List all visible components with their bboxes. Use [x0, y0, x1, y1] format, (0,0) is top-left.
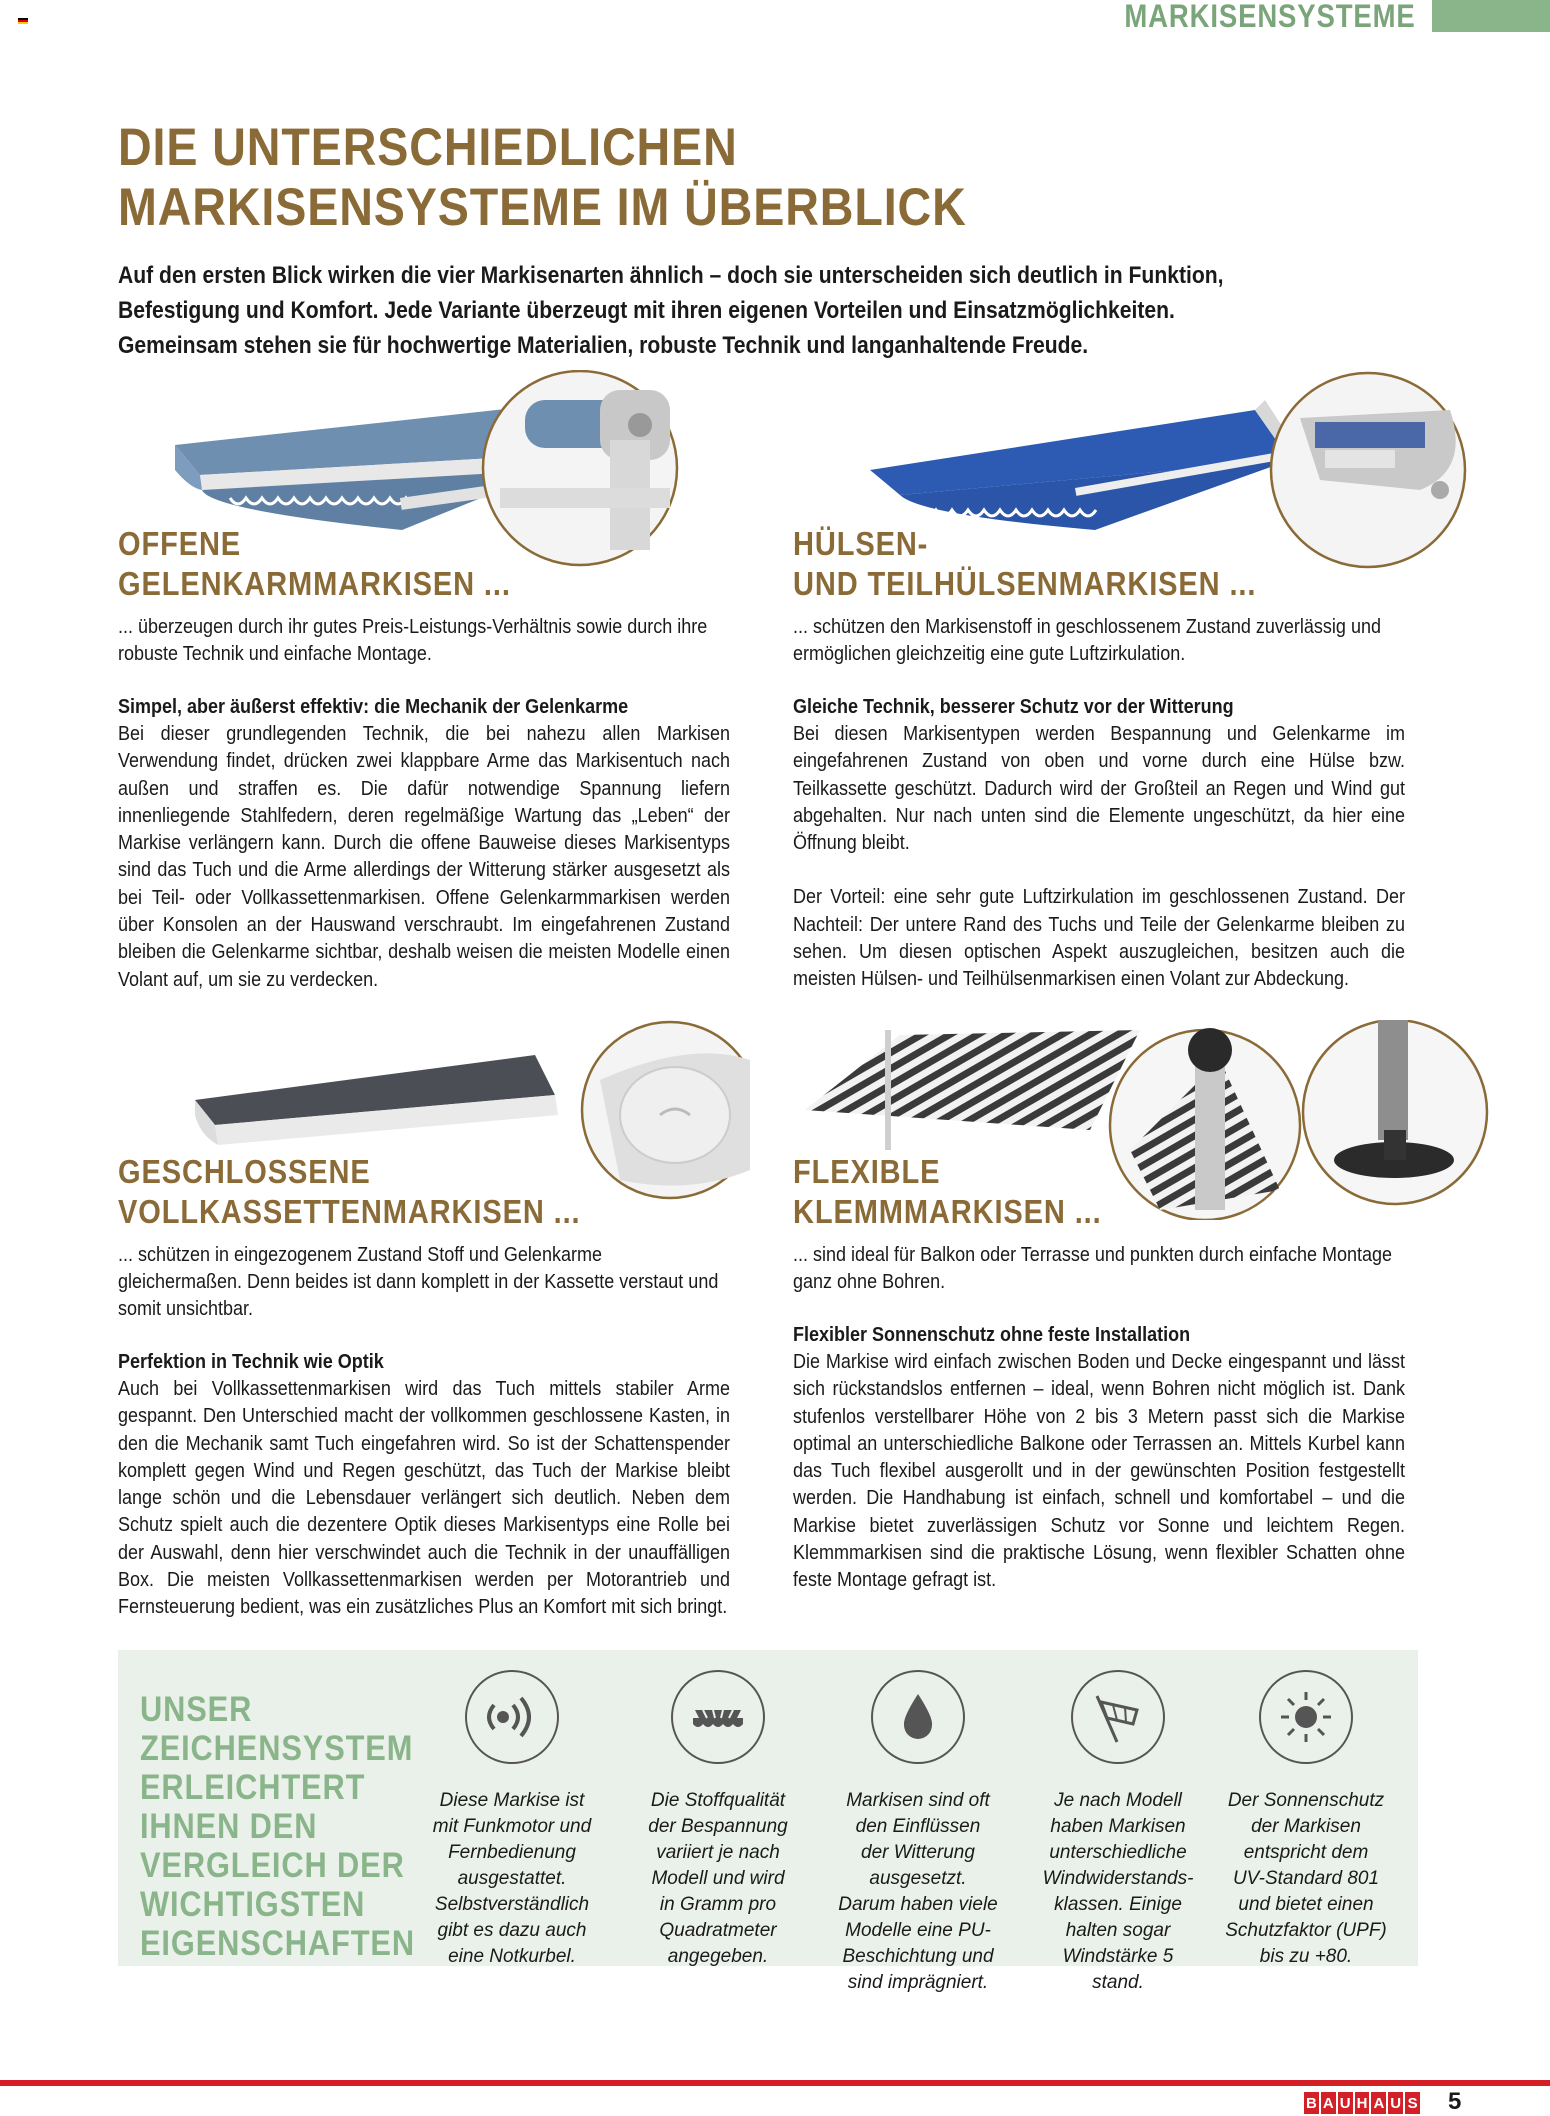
logo-letter: H: [1355, 2092, 1370, 2114]
legend-item-water: [830, 1670, 1006, 1996]
legend-heading-line: ERLEICHTERT: [140, 1768, 366, 1807]
section-subheading: Flexibler Sonnenschutz ohne feste Installation: [793, 1324, 1191, 1346]
legend-heading: [140, 1690, 415, 1963]
footer-rule: [0, 2080, 1550, 2086]
section-title-line-1: GESCHLOSSENE: [118, 1153, 371, 1190]
bauhaus-logo: [1304, 2092, 1420, 2114]
section-title-line-1: FLEXIBLE: [793, 1153, 941, 1190]
section-body: Die Markise wird einfach zwischen Boden und Decke eingespannt und lässt sich rückstandslos entfernen – ideal, wenn Bohren nicht möglich ist. Dank stufenlos verstellbarer Höhe von 2 bis 3 Metern passt sich die Markise optimal an unterschiedliche Balkone oder Terrassen an. Mittels Kurbel kann das Tuch flexibel ausgerollt und in der gewünschten Position festgestellt werden. Die Handhabung ist einfach, schnell und komfortabel – und die Markise bietet zuverlässigen Schutz vor Sonne und leichtem Regen. Klemmmarkisen sind die praktische Lösung, wenn flexibler Schatten ohne feste Montage gefragt ist.: [793, 1351, 1405, 1592]
section-lead: ... schützen in eingezogenem Zustand Stoff und Gelenkarme gleichermaßen. Denn beides ist dann komplett in der Kassette verstaut und somit unsichtbar.: [118, 1244, 719, 1320]
sun-icon: [1259, 1670, 1353, 1764]
legend-item-wind: [1030, 1670, 1206, 1996]
radio-motor-icon: [465, 1670, 559, 1764]
section-body-2: Der Vorteil: eine sehr gute Luftzirkulation im geschlossenen Zustand. Der Nachteil: Der untere Rand des Tuchs und Teile der Gelenkarme bleiben zu sehen. Um diesen optischen Aspekt auszugleichen, besitzen auch die meisten Hülsen- und Teilhülsenmarkisen einen Volant zur Abdeckung.: [793, 886, 1405, 991]
section-title-line-2: KLEMMMARKISEN ...: [793, 1193, 1102, 1230]
legend-item-text: Der Sonnenschutz der Markisen entspricht dem UV-Standard 801 und bietet einen Schutzfaktor (UPF) bis zu +80.: [1225, 1790, 1387, 1967]
legend-item-text: Diese Markise ist mit Funkmotor und Fernbedienung ausgestattet. Selbstverständlich gibt es dazu auch eine Notkurbel.: [432, 1790, 592, 1967]
section-full-cassette-awnings: [118, 1152, 778, 1622]
legend-heading-line: IHNEN DEN: [140, 1807, 318, 1846]
legend-item-text: Die Stoffqualität der Bespannung variiert je nach Modell und wird in Gramm pro Quadratmeter angegeben.: [648, 1790, 788, 1967]
section-title: [118, 1152, 699, 1232]
legend-heading-line: WICHTIGSTEN: [140, 1885, 366, 1924]
legend-heading-line: UNSER: [140, 1690, 253, 1729]
section-body: Auch bei Vollkassettenmarkisen wird das Tuch mittels stabiler Arme gespannt. Den Unterschied macht der vollkommen geschlossene Kasten, in den die Mechanik samt Tuch eingefahren wird. So ist der Schattenspender komplett gegen Wind und Regen geschützt, das Tuch der Markise bleibt lange schön und die Lebensdauer verlängert sich deutlich. Neben dem Schutz spielt auch die dezentere Optik dieses Markisentyps eine Rolle bei der Auswahl, denn hier verschwindet auch die Technik in der unauffälligen Box. Die meisten Vollkassettenmarkisen werden per Motorantrieb und Fernsteuerung bedient, was ein zusätzliches Plus an Komfort mit sich bringt.: [118, 1378, 730, 1619]
water-drop-icon: [871, 1670, 965, 1764]
page-title: [118, 118, 967, 238]
section-open-awnings: [118, 524, 778, 994]
section-title: [118, 524, 699, 604]
section-title: [793, 524, 1374, 604]
section-body: Bei dieser grundlegenden Technik, die bei nahezu allen Markisen Verwendung findet, drücken zwei klappbare Arme das Markisentuch nach außen und straffen es. Die dafür notwendige Spannung liefern innenliegende Stahlfedern, deren regelmäßige Wartung das „Leben“ der Markise verlängern kann. Durch die offene Bauweise dieses Markisentyps sind das Tuch und die Arme allerdings der Witterung stärker ausgesetzt als bei Teil- oder Vollkassettenmarkisen. Offene Gelenkarmmarkisen werden über Konsolen an der Hauswand verschraubt. Im eingefahrenen Zustand bleiben die Gelenkarme sichtbar, deshalb weisen die meisten Modelle einen Volant auf, um sie zu verdecken.: [118, 723, 730, 991]
page-number: 5: [1448, 2088, 1462, 2115]
logo-letter: B: [1304, 2092, 1319, 2114]
section-subheading: Simpel, aber äußerst effektiv: die Mechanik der Gelenkarme: [118, 696, 629, 718]
section-tab-bar: [1432, 0, 1550, 32]
section-title-line-2: GELENKARMMARKISEN ...: [118, 565, 511, 602]
section-title-line-1: OFFENE: [118, 525, 242, 562]
legend-heading-line: EIGENSCHAFTEN: [140, 1924, 415, 1963]
section-body: Bei diesen Markisentypen werden Bespannung und Gelenkarme im eingefahrenen Zustand von oben und vorne durch eine Hülse bzw. Teilkassette geschützt. Dadurch wird der Großteil an Regen und Wind gut abgehalten. Nur nach unten sind die Elemente ungeschützt, da hier eine Öffnung bleibt.: [793, 723, 1405, 855]
logo-letter: A: [1371, 2092, 1386, 2114]
legend-item-text: Markisen sind oft den Einflüssen der Witterung ausgesetzt. Darum haben viele Modelle eine PU- Beschichtung und sind imprägniert.: [838, 1790, 998, 1993]
section-semi-cassette-awnings: [793, 524, 1453, 994]
section-label: MARKISENSYSTEME: [1124, 0, 1416, 34]
legend-heading-line: ZEICHENSYSTEM: [140, 1729, 414, 1768]
section-lead: ... schützen den Markisenstoff in geschlossenem Zustand zuverlässig und ermöglichen gleichzeitig eine gute Luftzirkulation.: [793, 616, 1381, 665]
section-title-line-2: UND TEILHÜLSENMARKISEN ...: [793, 565, 1257, 602]
logo-letter: A: [1321, 2092, 1336, 2114]
flag-icon: [18, 18, 28, 26]
section-subheading: Perfektion in Technik wie Optik: [118, 1351, 384, 1373]
legend-item-uv: [1218, 1670, 1394, 1970]
legend-item-radio-motor: [424, 1670, 600, 1970]
legend-item-fabric: [630, 1670, 806, 1970]
logo-letter: U: [1388, 2092, 1403, 2114]
symbol-legend: [118, 1650, 1418, 1993]
section-header: [1077, 0, 1550, 32]
section-subheading: Gleiche Technik, besserer Schutz vor der Witterung: [793, 696, 1234, 718]
awning-fabric-icon: [671, 1670, 765, 1764]
legend-heading-line: VERGLEICH DER: [140, 1846, 405, 1885]
legend-item-text: Je nach Modell haben Markisen unterschiedliche Windwiderstands- klassen. Einige halten sogar Windstärke 5 stand.: [1042, 1790, 1194, 1993]
intro-text: Auf den ersten Blick wirken die vier Markisenarten ähnlich – doch sie unterscheiden sich deutlich in Funktion, Befestigung und Komfort. Jede Variante überzeugt mit ihren eigenen Vorteilen und Einsatzmöglichkeiten. Gemeinsam stehen sie für hochwertige Materialien, robuste Technik und langanhaltende Freude.: [118, 262, 1224, 359]
section-lead: ... sind ideal für Balkon oder Terrasse und punkten durch einfache Montage ganz ohne Bohren.: [793, 1244, 1393, 1293]
page-title-line-1: DIE UNTERSCHIEDLICHEN: [118, 118, 738, 177]
section-lead: ... überzeugen durch ihr gutes Preis-Leistungs-Verhältnis sowie durch ihre robuste Technik und einfache Montage.: [118, 616, 708, 665]
section-title-line-1: HÜLSEN-: [793, 525, 929, 562]
section-clamp-awnings: [793, 1152, 1453, 1595]
logo-letter: U: [1338, 2092, 1353, 2114]
logo-letter: S: [1405, 2092, 1420, 2114]
page-title-line-2: MARKISENSYSTEME IM ÜBERBLICK: [118, 178, 967, 237]
section-title-line-2: VOLLKASSETTENMARKISEN ...: [118, 1193, 581, 1230]
section-title: [793, 1152, 1374, 1232]
windsock-icon: [1071, 1670, 1165, 1764]
